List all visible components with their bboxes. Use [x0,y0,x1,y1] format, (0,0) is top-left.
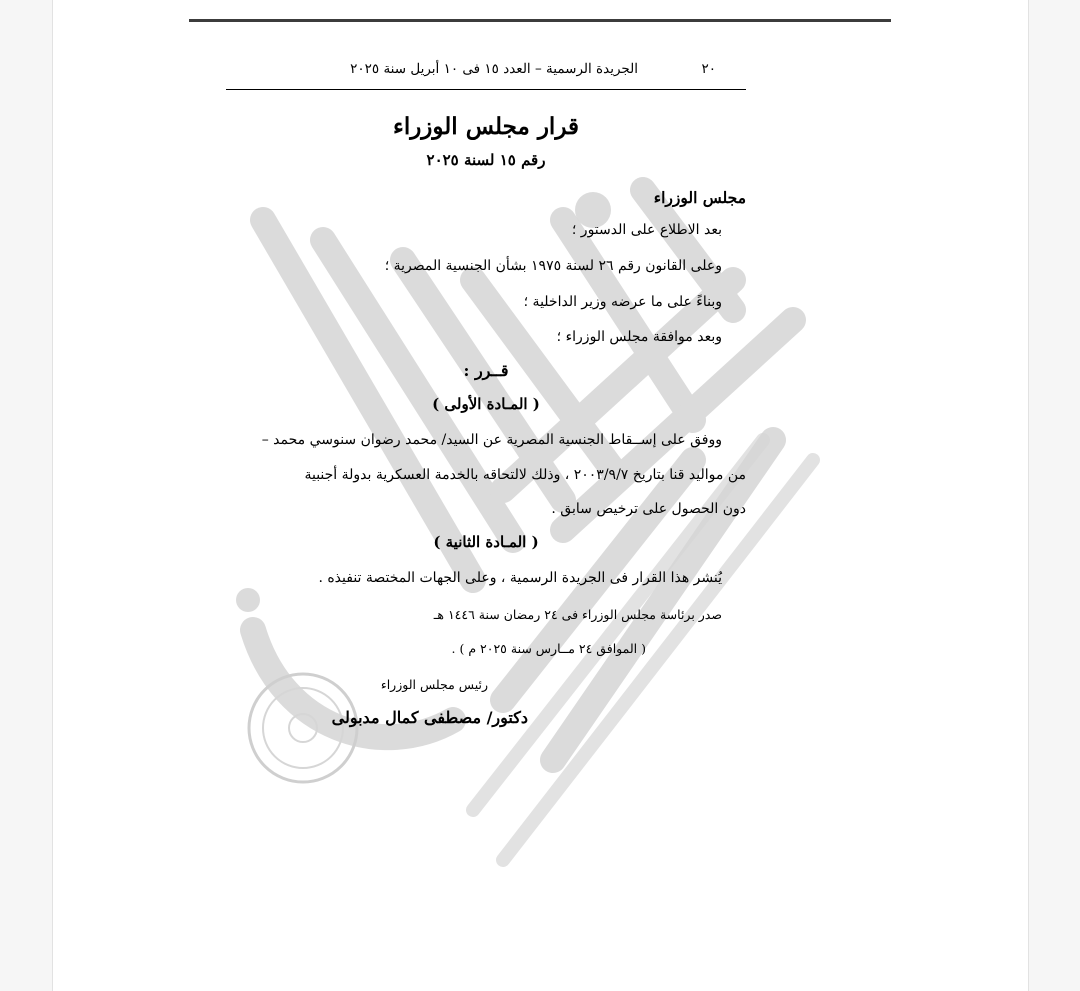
signatory-title: رئيس مجلس الوزراء [380,677,488,692]
gregorian-date-line: ( الموافق ٢٤ مــارس سنة ٢٠٢٥ م ) . [451,641,646,656]
signatory-name: دكتور/ مصطفى كمال مدبولى [331,708,528,727]
issue-date-line: صدر برئاسة مجلس الوزراء فى ٢٤ رمضان سنة ١٤٤٦ هـ [433,607,722,622]
article-1-line: ووفق على إســقاط الجنسية المصرية عن السيد/ محمد رضوان سنوسي محمد – [261,432,722,448]
article-1-line: من مواليد قنا بتاريخ ٢٠٠٣/٩/٧ ، وذلك لالتحاقه بالخدمة العسكرية بدولة أجنبية [304,467,746,483]
preamble-line: بعد الاطلاع على الدستور ؛ [571,222,722,238]
preamble-line: وبعد موافقة مجلس الوزراء ؛ [556,329,722,345]
publication-line: الجريدة الرسمية – العدد ١٥ فى ١٠ أبريل سنة ٢٠٢٥ [350,61,638,77]
decree-content [226,55,746,735]
decree-number: رقم ١٥ لسنة ٢٠٢٥ [426,151,546,169]
decided-heading: قــرر : [463,361,509,380]
decree-title: قرار مجلس الوزراء [393,113,579,140]
running-header [226,55,746,90]
page-top-rule [189,19,891,22]
preamble-line: وعلى القانون رقم ٢٦ لسنة ١٩٧٥ بشأن الجنسية المصرية ؛ [384,258,722,274]
preamble-line: وبناءً على ما عرضه وزير الداخلية ؛ [523,294,722,310]
page-number: ٢٠ [701,61,716,77]
article-1-heading: ( المـادة الأولى ) [432,395,540,413]
issuer-heading: مجلس الوزراء [653,188,746,207]
article-1-line: دون الحصول على ترخيص سابق . [551,501,746,517]
article-2-heading: ( المـادة الثانية ) [433,533,539,551]
article-2-text: يُنشر هذا القرار فى الجريدة الرسمية ، وعلى الجهات المختصة تنفيذه . [318,570,722,586]
